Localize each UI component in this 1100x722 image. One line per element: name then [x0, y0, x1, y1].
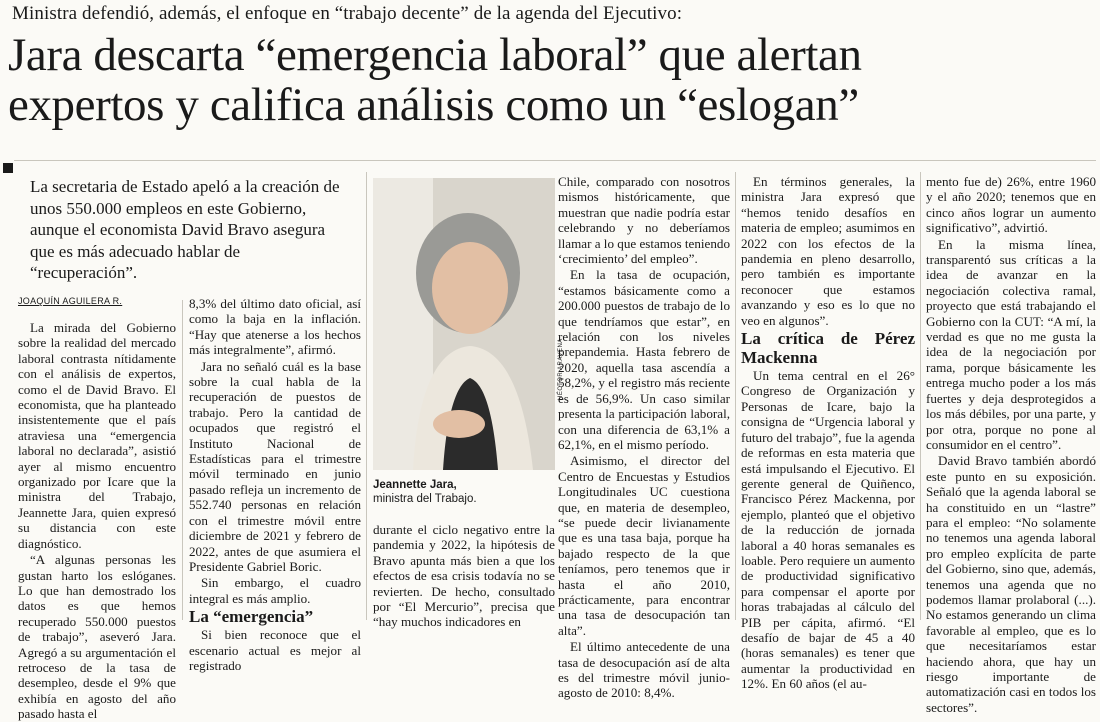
headline	[8, 30, 1098, 130]
article-column-5	[741, 174, 915, 692]
paragraph: Chile, comparado con nosotros mismos históricamente, que muestran que nadie podría estar celebrando y no deberíamos llamar a lo que estamos teniendo ‘crecimiento’ del empleo”.	[558, 174, 730, 267]
article-column-6	[926, 174, 1096, 715]
article-column-2	[189, 296, 361, 673]
byline: JOAQUÍN AGUILERA R.	[18, 296, 123, 306]
kicker: Ministra defendió, además, el enfoque en “trabajo decente” de la agenda del Ejecutivo:	[12, 3, 683, 24]
paragraph: 8,3% del último dato oficial, así como la baja en la inflación. “Hay que atenerse a los hechos más integralmente”, afirmó.	[189, 296, 361, 358]
paragraph: En términos generales, la ministra Jara expresó que “hemos tenido desafíos en materia de empleo; asumimos en 2022 con los efectos de la pandemia en pleno desarrollo, pero también es importante reconocer que estamos avanzando y eso es lo que no veo en algunos”.	[741, 174, 915, 328]
deck: La secretaria de Estado apeló a la creación de unos 550.000 empleos en este Gobierno, aunque el economista David Bravo asegura que es más adecuado hablar de “recuperación”.	[30, 177, 340, 282]
paragraph: Un tema central en el 26° Congreso de Organización y Personas de Icare, bajo la consigna de “Urgencia laboral y futuro del trabajo”, fue la agenda de reformas en esta materia que está impulsando el Ejecutivo. El gerente general de Quiñenco, Francisco Pérez Mackenna, por ejemplo, planteó que el objetivo de la reducción de jornada laboral a 40 horas semanales es loable. Pero requiere un aumento de productividad significativo para compensar el aporte por horas trabajadas al cálculo del PIB per cápita, afirmó. “El desafío de bajar de 45 a 40 (horas semanales) es tener que aumentar la productividad en 12%. En 60 años (el au-	[741, 368, 915, 692]
paragraph: Si bien reconoce que el escenario actual es mejor al registrado	[189, 627, 361, 673]
subheading-emergencia: La “emergencia”	[189, 607, 314, 627]
photo-credit: HÉCTOR ARAVENA	[558, 338, 564, 400]
deck-bullet	[3, 163, 13, 173]
paragraph: durante el ciclo negativo entre la pandemia y 2022, la hipótesis de Bravo apunta más bien a que los efectos de esa crisis todavía no se revierten. De hecho, consultado por “El Mercurio”, precisa que “hay muchos indicadores en	[373, 522, 555, 630]
column-rule	[735, 172, 736, 620]
photo-caption	[373, 478, 477, 506]
caption-role: ministra del Trabajo.	[373, 493, 477, 505]
paragraph: El último antecedente de una tasa de desocupación así de alta es del trimestre móvil junio-agosto de 2010: 8,4%.	[558, 639, 730, 701]
paragraph: David Bravo también abordó este punto en su exposición. Señaló que la agenda laboral se ha constituido en un “lastre” para el empleo: “No solamente no tenemos una agenda laboral pro empleo explícita de parte del Gobierno, sino que, además, tenemos una agenda que no podemos llamar prolaboral (...). No estamos generando un clima favorable al empleo, que es lo que necesitaríamos estar haciendo ahora, que hay un riesgo importante de automatización casi en todos los sectores”.	[926, 453, 1096, 715]
column-rule	[920, 172, 921, 620]
paragraph: Jara no señaló cuál es la base sobre la cual habla de la recuperación de puestos de trabajo. Pero la cantidad de ocupados que registró el Instituto Nacional de Estadísticas para el trimestre móvil terminado en junio pasado refleja un incremento de 552.740 personas en relación con el trimestre móvil entre diciembre de 2021 y febrero de 2022, antes de que asumiera el Presidente Gabriel Boric.	[189, 358, 361, 574]
article-column-3	[373, 522, 555, 630]
paragraph: Sin embargo, el cuadro integral es más amplio.	[189, 575, 361, 606]
article-column-4	[558, 174, 730, 701]
caption-name: Jeannette Jara,	[373, 479, 457, 491]
top-divider	[14, 160, 1096, 161]
paragraph: La mirada del Gobierno sobre la realidad del mercado laboral contrasta nítidamente con el análisis de expertos, como el de David Bravo. El economista, que ha planteado insistentemente que el país atraviesa una “emergencia laboral no declarada”, asistió ayer al mismo encuentro organizado por Icare que la ministra del Trabajo, Jeannette Jara, quien expresó su distancia con este diagnóstico.	[18, 320, 176, 551]
paragraph: mento fue de) 26%, entre 1960 y el año 2020; tenemos que en cinco años lograr un aumento significativo”, advirtió.	[926, 174, 1096, 236]
paragraph: “A algunas personas les gustan harto los eslóganes. Lo que han demostrado los datos es que hemos recuperado 550.000 puestos de trabajo”, aseveró Jara. Agregó a su argumentación el retroceso de la tasa de desempleo, desde el 9% que exhibía en agosto del año pasado hasta el	[18, 552, 176, 722]
paragraph: En la tasa de ocupación, “estamos básicamente como a 200.000 puestos de trabajo de lo que tendríamos que estar”, en relación con los niveles prepandemia. Hasta febrero de 2020, aquella tasa ascendía a 58,2%, y el registro más reciente es de 56,9%. Un caso similar presenta la participación laboral, con una diferencia de 63,1% a 62,1%, en el mismo período.	[558, 267, 730, 452]
paragraph: En la misma línea, transparentó sus críticas a la idea de avanzar en la negociación colectiva ramal, proyecto que está trabajando el Gobierno con la CUT: “A mí, la verdad es que no me gusta la idea de la negociación por rama, porque básicamente les entrega mucho poder a los más fuertes y deja desprotegidos a los más débiles, por una parte, y por otra, porque no pone al consumidor en el centro”.	[926, 236, 1096, 452]
column-rule	[366, 172, 367, 620]
column-rule	[182, 300, 183, 620]
paragraph: Asimismo, el director del Centro de Encuestas y Estudios Longitudinales UC cuestiona que, en materia de desempleo, “se puede decir livianamente que es una tasa baja, porque ha bajado respecto de la que teníamos, pero tenemos que ir hasta el año 2010, prácticamente, para encontrar una tasa de desocupación tan alta”.	[558, 453, 730, 638]
headline-line-2: expertos y califica análisis como un “eslogan”	[8, 79, 859, 131]
article-column-1	[18, 320, 176, 722]
portrait-photo	[373, 178, 555, 470]
subheading-critica: La crítica de Pérez Mackenna	[741, 329, 915, 368]
headline-line-1: Jara descarta “emergencia laboral” que alertan	[8, 29, 862, 81]
